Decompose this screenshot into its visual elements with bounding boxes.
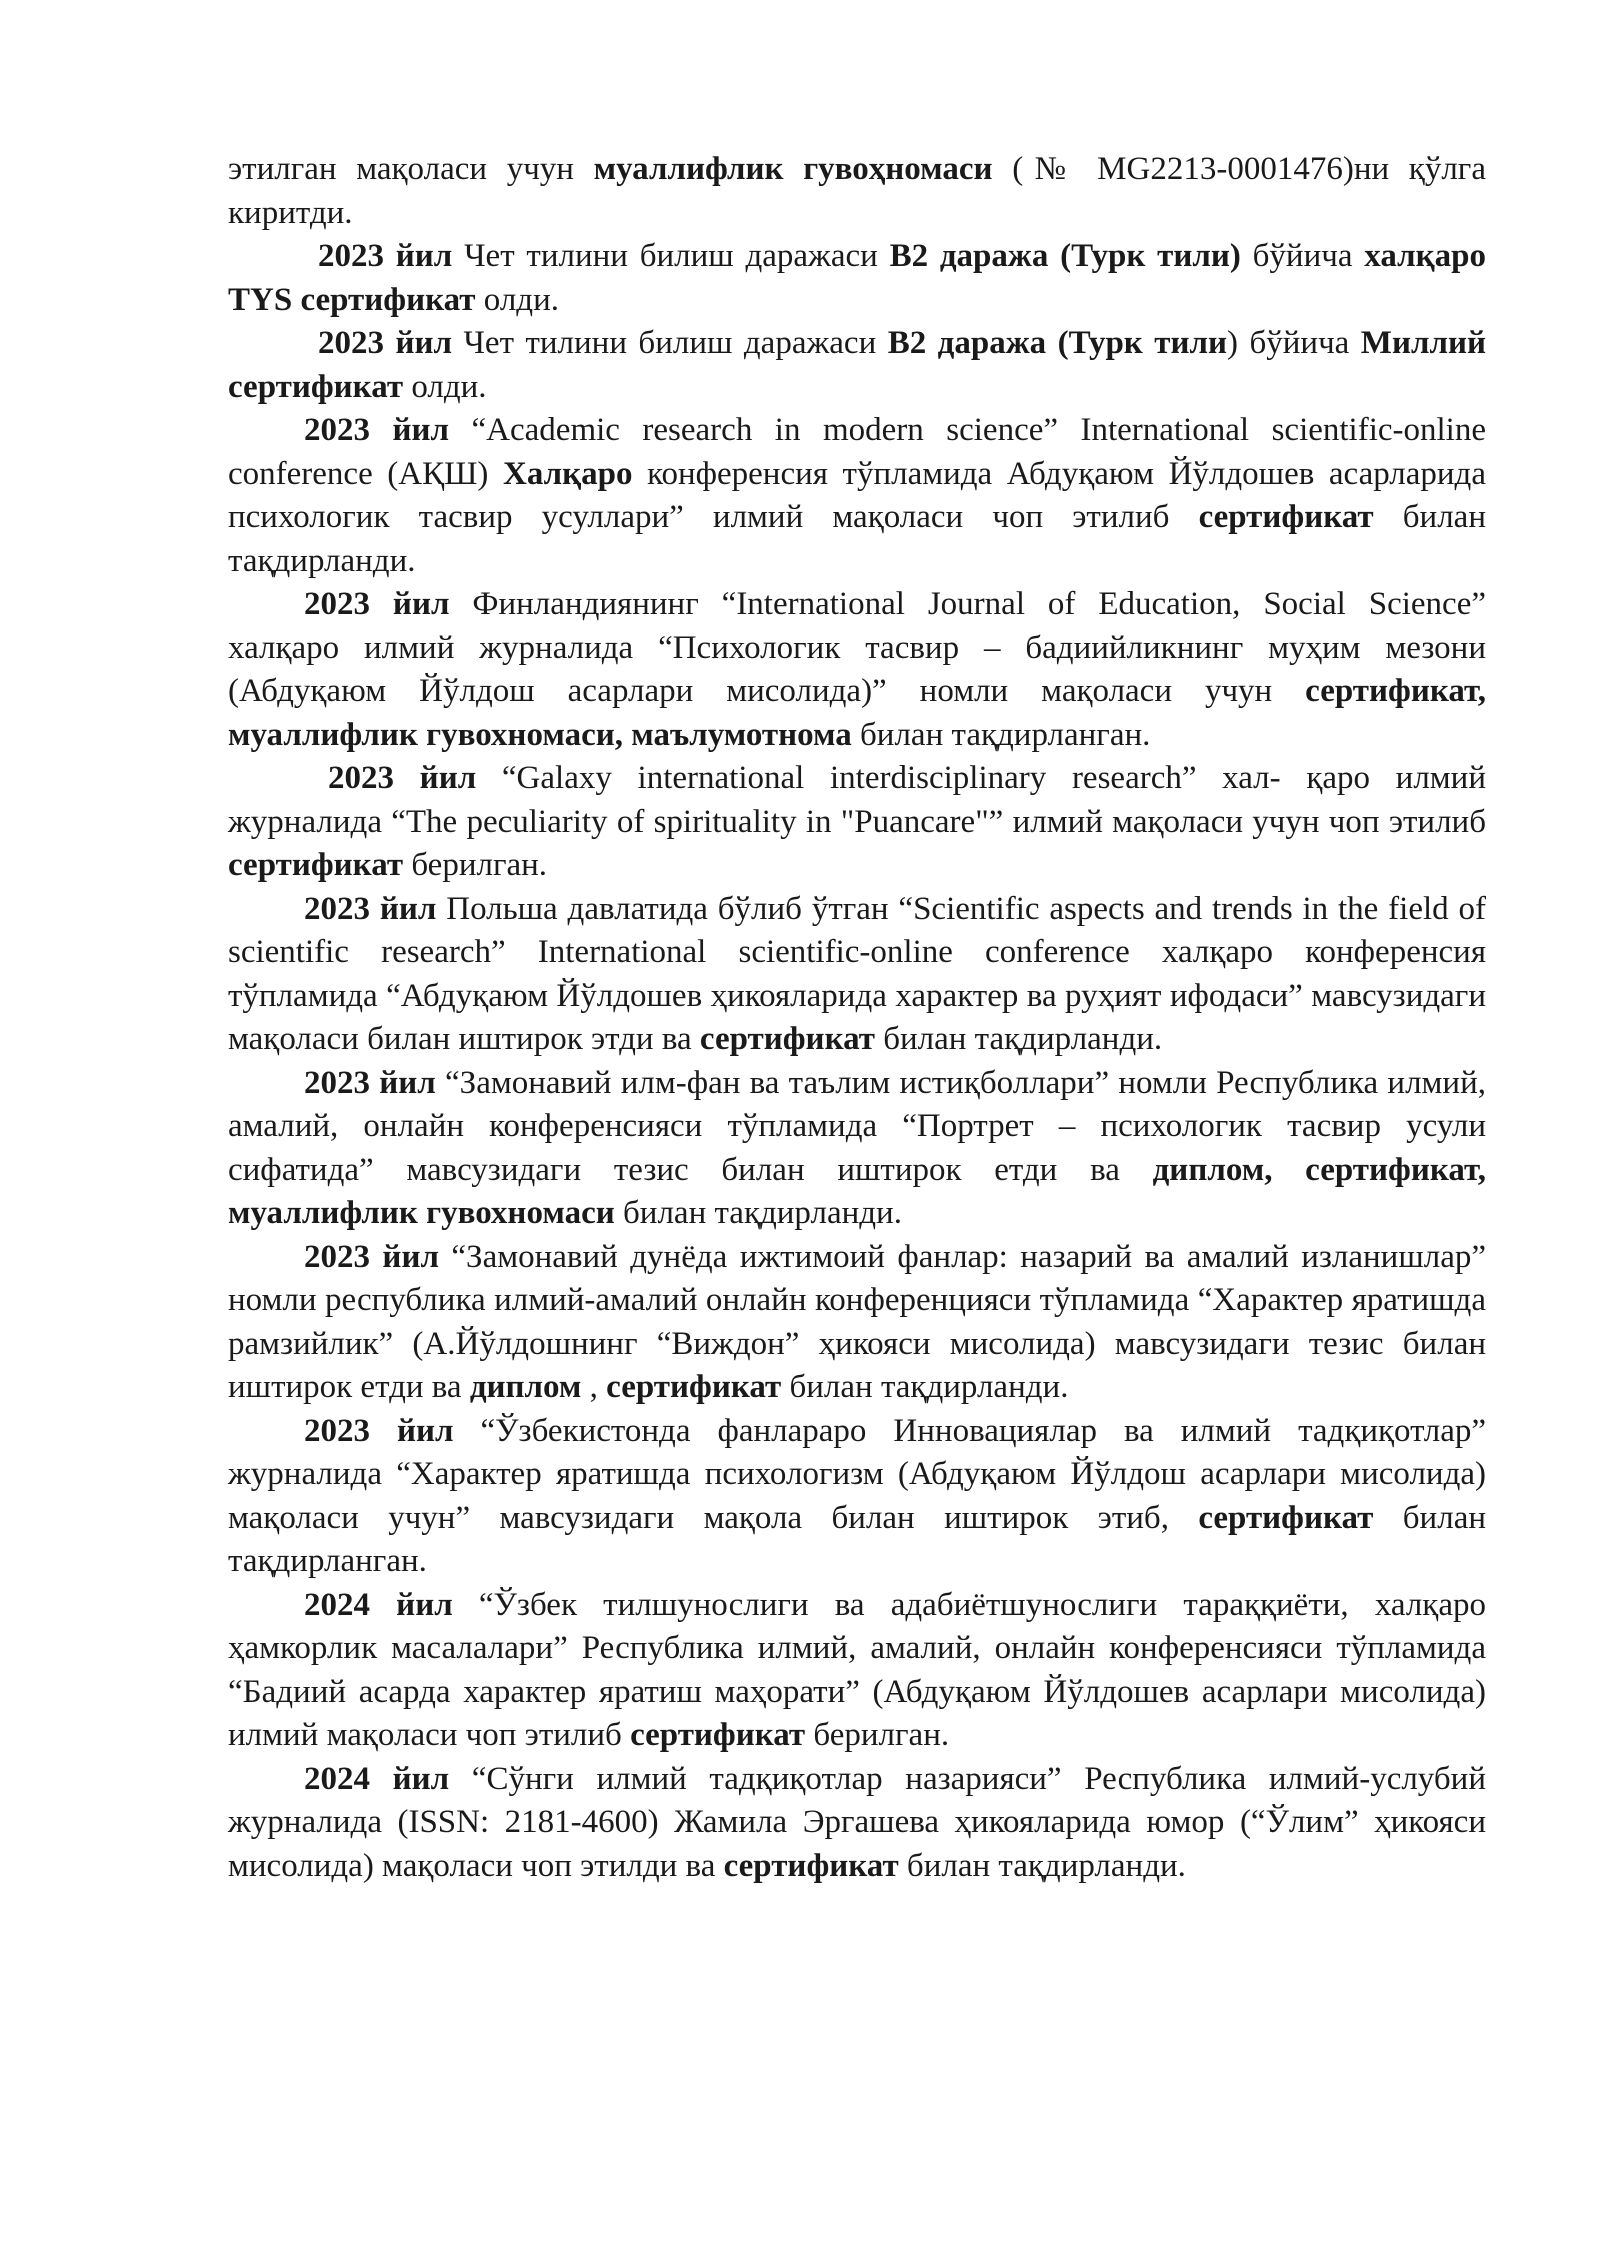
text-run: олди. bbox=[475, 281, 559, 318]
text-run: билан тақдирланган. bbox=[851, 716, 1151, 753]
bold-text: 2024 йил bbox=[304, 1760, 450, 1797]
bold-text: сертификат bbox=[228, 847, 404, 883]
bold-text: муаллифлик гувоҳномаси bbox=[593, 151, 993, 187]
paragraph bbox=[228, 409, 1486, 583]
paragraph bbox=[228, 322, 1486, 409]
text-run: билан тақдирланди. bbox=[228, 499, 1486, 579]
text-run: (№ MG2213-0001476)ни қўлга киритди. bbox=[228, 151, 1486, 231]
bold-text: сертификат, муаллифлик гувохномаси, маълумотнома bbox=[228, 673, 1486, 753]
text-run: Чет тилини билиш даражаси bbox=[452, 238, 890, 274]
paragraph bbox=[228, 1236, 1486, 1410]
paragraph bbox=[228, 1758, 1486, 1889]
paragraph bbox=[228, 583, 1486, 757]
bold-text: сертификат bbox=[1198, 499, 1374, 535]
bold-text: В2 даража (Турк тили) bbox=[889, 238, 1241, 274]
bold-text: 2023 йил bbox=[318, 325, 453, 361]
text-run: Финландиянинг “International Journal of Education, Social Science” халқаро илмий журналида “Психологик тасвир – бадиийликнинг муҳим мезони (Абдуқаюм Йўлдош асарлари мисолида)” номли мақоласи учун bbox=[228, 586, 1486, 709]
bold-text: В2 даража (Турк тили bbox=[887, 325, 1228, 361]
text-run: берилган. bbox=[403, 847, 548, 883]
text-run: “Ўзбекистонда фанлараро Инновациялар ва илмий тадқиқотлар” журналида “Характер яратишда психологизм (Абдуқаюм Йўлдош асарлари мисолида) мақоласи учун” мавсузидаги мақола билан иштирок этиб, bbox=[228, 1412, 1486, 1536]
text-run: Польша давлатида бўлиб ўтган “Scientific aspects and trends in the field of scientific research” International scientific-online conference халқаро конференсия тўпламида “Абдуқаюм Йўлдошев ҳикояларида характер ва руҳият ифодаси” мавсузидаги мақоласи билан иштирок этди ва bbox=[228, 890, 1486, 1057]
bold-text: 2023 йил bbox=[304, 1412, 454, 1449]
bold-text: 2023 йил bbox=[304, 890, 437, 927]
document-page bbox=[228, 148, 1486, 1888]
bold-text: диплом, сертификат, муаллифлик гувохномаси bbox=[228, 1151, 1486, 1231]
text-run: билан тақдирланган. bbox=[228, 1499, 1486, 1579]
paragraph bbox=[228, 888, 1486, 1062]
bold-text: сертификат bbox=[606, 1369, 782, 1405]
text-run: конференсия тўпламида Абдуқаюм Йўлдошев асарларида психологик тасвир усуллари” илмий мақоласи чоп этилиб bbox=[228, 455, 1486, 535]
bold-text: 2023 йил bbox=[304, 412, 450, 448]
text-run: билан тақдирланди. bbox=[781, 1369, 1069, 1405]
bold-text: сертификат bbox=[630, 1717, 806, 1753]
bold-text: 2023 йил bbox=[328, 760, 477, 796]
paragraph bbox=[228, 235, 1486, 322]
paragraph bbox=[228, 1062, 1486, 1236]
paragraph bbox=[228, 757, 1486, 888]
text-run: “Замонавий илм-фан ва таълим истиқболлари” номли Республика илмий, амалий, онлайн конференсияси тўпламида “Портрет – психологик тасвир усули сифатида” мавсузидаги тезис билан иштирок етди ва bbox=[228, 1064, 1486, 1188]
bold-text: диплом bbox=[469, 1369, 582, 1405]
bold-text: халқаро TYS сертификат bbox=[228, 238, 1487, 318]
paragraph bbox=[228, 1410, 1486, 1584]
bold-text: сертификат bbox=[1198, 1499, 1374, 1536]
text-run: ) бўйича bbox=[1227, 325, 1361, 361]
bold-text: Миллий сертификат bbox=[228, 325, 1487, 405]
bold-text: сертификат bbox=[699, 1021, 875, 1057]
text-run: билан тақдирланди. bbox=[874, 1021, 1163, 1057]
text-run: берилган. bbox=[805, 1717, 950, 1753]
text-run: бўйича bbox=[1240, 238, 1365, 274]
bold-text: Халқаро bbox=[503, 455, 633, 492]
text-run: “Galaxy international interdisciplinary research” хал- қаро илмий журналида “The peculiarity of spirituality in "Puancare"” илмий мақоласи учун чоп этилиб bbox=[228, 760, 1487, 840]
text-run: билан тақдирланди. bbox=[898, 1847, 1186, 1884]
text-run: олди. bbox=[403, 368, 487, 405]
text-run: , bbox=[581, 1369, 607, 1405]
paragraph bbox=[228, 1584, 1486, 1758]
text-run: “Сўнги илмий тадқиқотлар назарияси” Республика илмий-услубий журналида (ISSN: 2181-4600) Жамила Эргашева ҳикояларида юмор (“Ўлим” ҳикояси мисолида) мақоласи чоп этилди ва bbox=[228, 1760, 1486, 1884]
bold-text: сертификат bbox=[723, 1847, 899, 1884]
text-run: “Academic research in modern science” International scientific-online conference (АҚШ) bbox=[228, 412, 1486, 492]
bold-text: 2023 йил bbox=[304, 586, 450, 622]
bold-text: 2024 йил bbox=[304, 1586, 453, 1623]
bold-text: 2023 йил bbox=[304, 1238, 439, 1275]
bold-text: 2023 йил bbox=[304, 1064, 436, 1101]
text-run: билан тақдирланди. bbox=[614, 1195, 902, 1231]
text-run: Чет тилини билиш даражаси bbox=[452, 325, 888, 361]
text-run: “Ўзбек тилшунослиги ва адабиётшунослиги тараққиёти, халқаро ҳамкорлик масалалари” Республика илмий, амалий, онлайн конференсияси тўпламида “Бадиий асарда характер яратиш маҳорати” (Абдуқаюм Йўлдошев асарлари мисолида) илмий мақоласи чоп этилиб bbox=[228, 1586, 1486, 1753]
paragraph bbox=[228, 148, 1486, 235]
text-run: “Замонавий дунёда ижтимоий фанлар: назарий ва амалий изланишлар” номли республика илмий-амалий онлайн конференцияси тўпламида “Характер яратишда рамзийлик” (А.Йўлдошнинг “Виждон” ҳикояси мисолида) мавсузидаги тезис билан иштирок етди ва bbox=[228, 1238, 1486, 1405]
bold-text: 2023 йил bbox=[318, 238, 453, 274]
text-run: этилган мақоласи учун bbox=[228, 151, 594, 187]
